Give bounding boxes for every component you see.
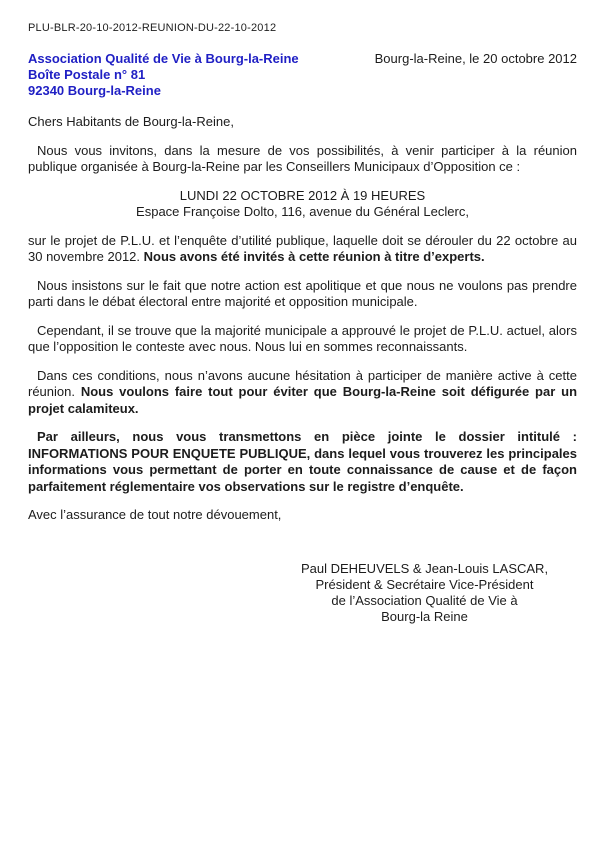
signature-titles: Président & Secrétaire Vice-Président [315, 576, 534, 592]
event-date-time: LUNDI 22 OCTOBRE 2012 À 19 HEURES [179, 187, 426, 203]
signature-block [272, 561, 577, 625]
date-line: Bourg-la-Reine, le 20 octobre 2012 [374, 51, 577, 66]
paragraph-apolitique: Nous insistons sur le fait que notre action est apolitique et que nous ne voulons pas prendre parti dans le débat électoral entre majorité et opposition municipale. [28, 277, 577, 309]
paragraph-piece-jointe: Par ailleurs, nous vous transmettons en pièce jointe le dossier intitulé : INFORMATIONS POUR ENQUETE PUBLIQUE, dans lequel vous trouverez les principales informations vous permettant de porter en toute connaissance de cause et de façon parfaitement réglementaire vos observations sur le registre d’enquête. [28, 429, 577, 494]
sender-name: Association Qualité de Vie à Bourg-la-Reine [28, 51, 299, 66]
paragraph-plu-enquete [28, 233, 577, 266]
paragraph-participation-normal: Dans ces conditions, nous n’avons aucune hésitation à participer de manière active à cette réunion. [28, 367, 577, 399]
event-location: Espace Françoise Dolto, 116, avenue du Général Leclerc, [136, 204, 469, 219]
signature-association-line1: de l’Association Qualité de Vie à [331, 592, 518, 608]
sender-po-box: Boîte Postale n° 81 [28, 67, 146, 82]
paragraph-participation-bold: Nous voulons faire tout pour éviter que Bourg-la-Reine soit défigurée par un projet calamiteux. [28, 384, 578, 416]
document-reference: PLU-BLR-20-10-2012-REUNION-DU-22-10-2012 [28, 22, 277, 34]
signature-association-line2: Bourg-la Reine [381, 608, 468, 624]
sender-address-block [28, 51, 299, 99]
sender-city: 92340 Bourg-la-Reine [28, 83, 161, 98]
paragraph-participation [28, 368, 577, 418]
signature-names: Paul DEHEUVELS & Jean-Louis LASCAR, [300, 560, 549, 576]
paragraph-invitation: Nous vous invitons, dans la mesure de vos possibilités, à venir participer à la réunion publique organisée à Bourg-la-Reine par les Conseillers Municipaux d’Opposition ce : [28, 142, 577, 174]
paragraph-majorite: Cependant, il se trouve que la majorité municipale a approuvé le projet de P.L.U. actuel, alors que l’opposition le conteste avec nous. Nous lui en sommes reconnaissants. [28, 322, 577, 354]
letterhead [28, 51, 577, 99]
paragraph-plu-enquete-bold: Nous avons été invités à cette réunion à titre d’experts. [143, 249, 485, 264]
paragraph-plu-enquete-normal: sur le projet de P.L.U. et l’enquête d’utilité publique, laquelle doit se dérouler du 22 octobre au 30 novembre 2012. [28, 232, 577, 264]
closing-line: Avec l’assurance de tout notre dévouement, [28, 507, 282, 522]
event-announcement [28, 188, 577, 221]
salutation: Chers Habitants de Bourg-la-Reine, [28, 114, 234, 129]
